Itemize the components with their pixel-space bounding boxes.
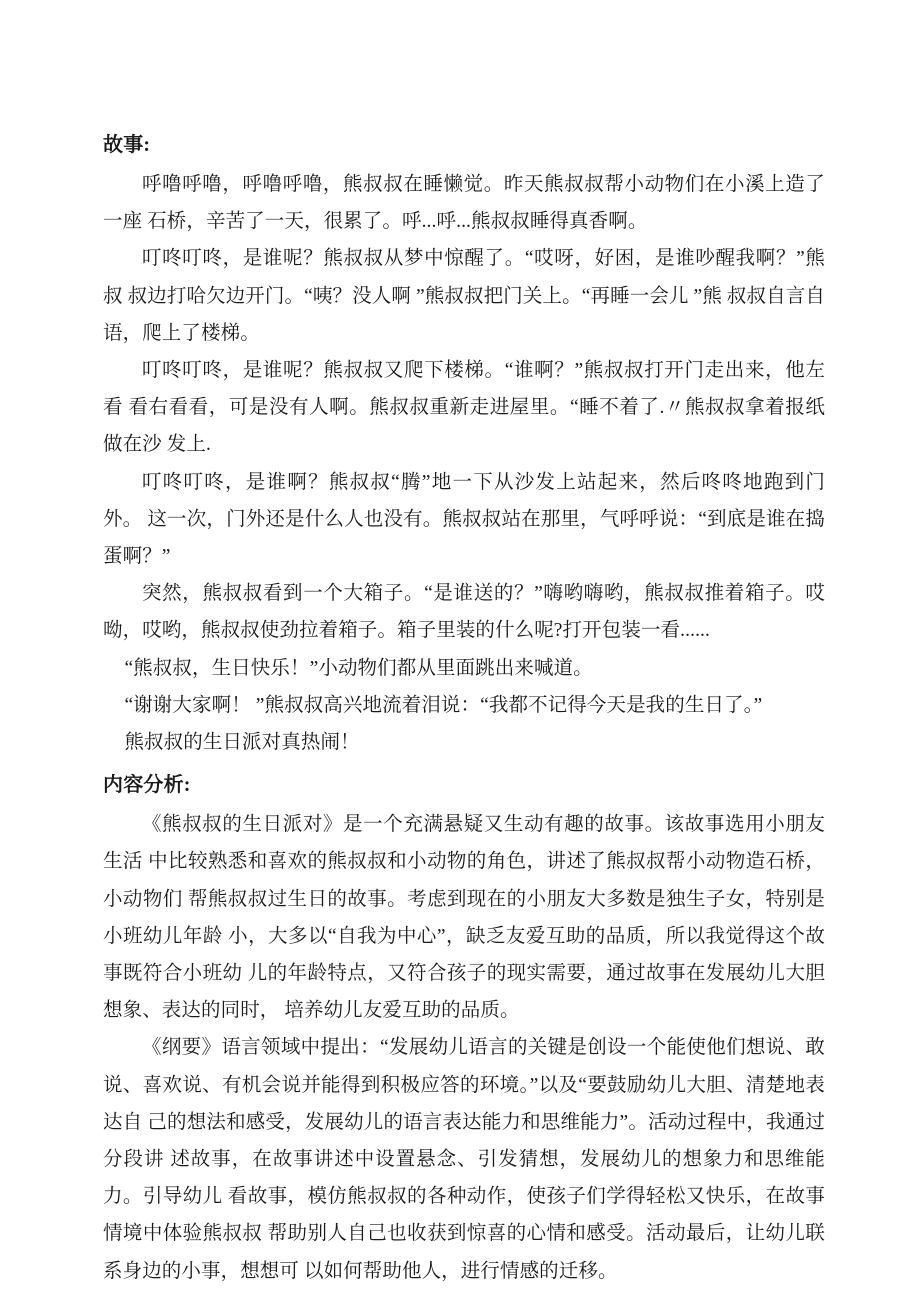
analysis-paragraph-1: 《熊叔叔的生日派对》是一个充满悬疑又生动有趣的故事。该故事选用小朋友生活 中比较熟悉和喜欢的熊叔叔和小动物的角色，讲述了熊叔叔帮小动物造石桥，小动物们 帮熊叔叔过生日的故事。考虑到现在的小朋友大多数是独生子女，特别是小班幼儿年龄 小，大多以“自我为中心”，缺乏友爱互助的品质，所以我觉得这个故事既符合小班幼 儿的年龄特点，又符合孩子的现实需要，通过故事在发展幼儿大胆想象、表达的同时， 培养幼儿友爱互助的品质。 bbox=[103, 814, 825, 1022]
story-paragraph-2: 叮咚叮咚，是谁呢？熊叔叔从梦中惊醒了。“哎呀，好困，是谁吵醒我啊？”熊叔 叔边打哈欠边开门。“咦？没人啊 ”熊叔叔把门关上。“再睡一会儿 ”熊 叔叔自言自语，爬上了楼梯。 bbox=[103, 248, 825, 344]
story-paragraph-8: 熊叔叔的生日派对真热闹！ bbox=[124, 732, 360, 754]
analysis-paragraph-2: 《纲要》语言领域中提出：“发展幼儿语言的关键是创设一个能使他们想说、敢说、喜欢说、有机会说并能得到积极应答的环境。”以及“要鼓励幼儿大胆、清楚地表达自 己的想法和感受，发展幼儿的语言表达能力和思维能力”。活动过程中，我通过分段讲 述故事，在故事讲述中设置悬念、引发猜想，发展幼儿的想象力和思维能力。引导幼儿 看故事，模仿熊叔叔的各种动作，使孩子们学得轻松又快乐，在故事情境中体验熊叔叔 帮助别人自己也收获到惊喜的心情和感受。活动最后，让幼儿联系身边的小事，想想可 以如何帮助他人，进行情感的迁移。 bbox=[103, 1037, 825, 1282]
story-paragraph-6: “熊叔叔，生日快乐！”小动物们都从里面跳出来喊道。 bbox=[124, 657, 593, 679]
story-paragraph-3: 叮咚叮咚，是谁呢？熊叔叔又爬下楼梯。“谁啊？”熊叔叔打开门走出来，他左看 看右看看，可是没有人啊。熊叔叔重新走进屋里。“睡不着了.〃熊叔叔拿着报纸做在沙 发上. bbox=[103, 360, 825, 456]
story-section-heading: 故事: bbox=[103, 134, 151, 156]
story-paragraph-4: 叮咚叮咚，是谁啊？熊叔叔“腾”地一下从沙发上站起来，然后咚咚地跑到门外。 这一次，门外还是什么人也没有。熊叔叔站在那里，气呼呼说：“到底是谁在捣蛋啊？” bbox=[103, 471, 825, 568]
story-paragraph-5: 突然，熊叔叔看到一个大箱子。“是谁送的？”嗨哟嗨哟，熊叔叔推着箱子。哎呦，哎哟，熊叔叔使劲拉着箱子。箱子里装的什么呢?打开包装一看...... bbox=[103, 583, 825, 642]
story-paragraph-1: 呼噜呼噜，呼噜呼噜，熊叔叔在睡懒觉。昨天熊叔叔帮小动物们在小溪上造了一座 石桥，辛苦了一天，很累了。呼...呼...熊叔叔睡得真香啊。 bbox=[103, 174, 825, 233]
story-section bbox=[103, 128, 825, 761]
story-paragraph-7: “谢谢大家啊！ ”熊叔叔高兴地流着泪说：“我都不记得今天是我的生日了。” bbox=[124, 694, 763, 716]
document-body bbox=[103, 128, 825, 1290]
analysis-section bbox=[103, 768, 825, 1290]
analysis-section-heading: 内容分析: bbox=[103, 774, 191, 797]
